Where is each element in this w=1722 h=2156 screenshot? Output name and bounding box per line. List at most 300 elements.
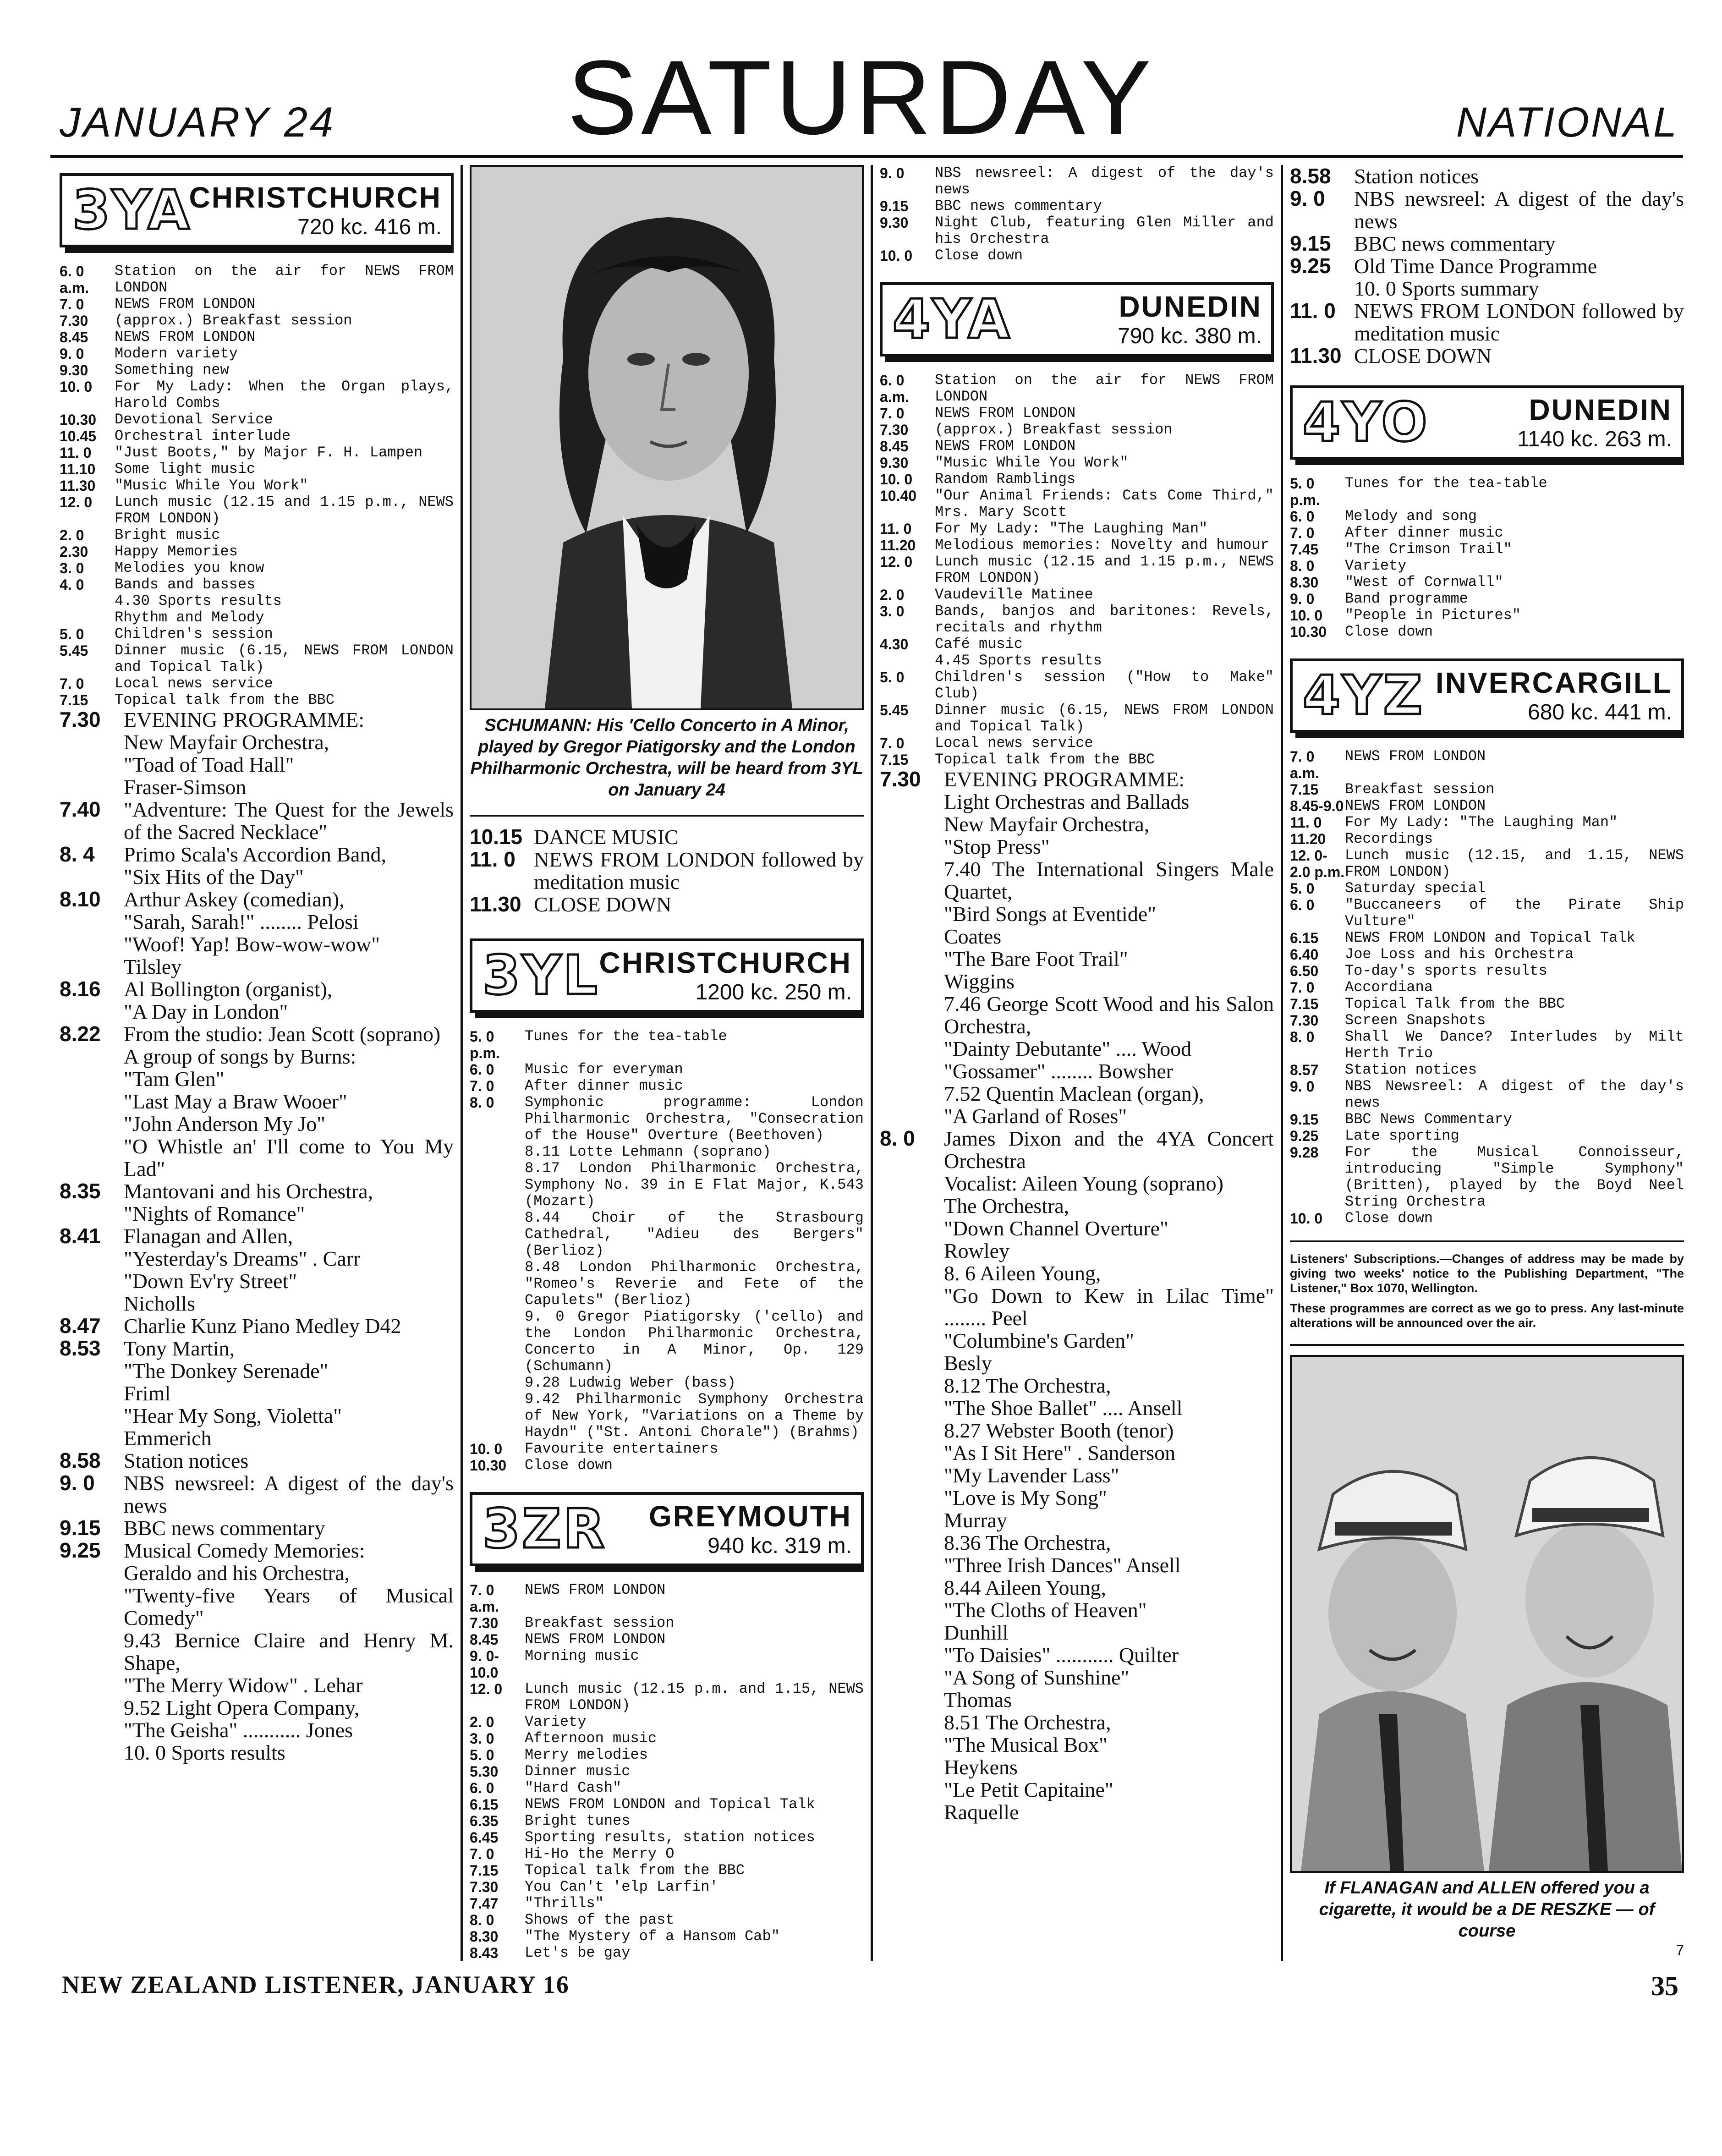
schedule-row (470, 1829, 864, 1846)
schedule-time: 6. 0 a.m. (60, 263, 89, 296)
schedule-item: "Gossamer" ........ Bowsher (944, 1059, 1174, 1083)
column-divider (871, 165, 873, 1961)
schedule-time: 8.30 (1290, 574, 1319, 591)
schedule-item: 9.52 Light Opera Company, (124, 1696, 360, 1719)
schedule-item: (approx.) Breakfast session (935, 421, 1173, 438)
schedule-row (60, 1562, 454, 1584)
schedule-row (880, 1666, 1274, 1689)
programme-correction-notice: These programmes are correct as we go to press. Any last-minute alterations will be announced over the air. (1290, 1301, 1684, 1330)
schedule-row (470, 826, 864, 848)
schedule-item: Orchestral interlude (115, 428, 291, 444)
schedule-time: 9. 0 (1290, 1078, 1315, 1095)
schedule-row (880, 1037, 1274, 1060)
schedule-row (470, 1457, 864, 1474)
schedule-row (1290, 963, 1684, 979)
schedule-row (470, 1780, 864, 1796)
schedule-time: 8.53 (60, 1336, 101, 1360)
schedule-time: 12. 0-2.0 p.m. (1290, 847, 1345, 880)
schedule-time: 8.43 (470, 1945, 499, 1961)
schedule-row (880, 1060, 1274, 1082)
schedule-item: A group of songs by Burns: (124, 1045, 356, 1068)
column-2 (470, 165, 864, 1961)
page-network: NATIONAL (1456, 99, 1678, 146)
station-box-4yo (1290, 385, 1684, 460)
schedule-row (470, 1631, 864, 1648)
schedule-row (1290, 574, 1684, 591)
schedule-row (1290, 814, 1684, 831)
schedule-time: 8.58 (60, 1448, 101, 1472)
section-rule (470, 815, 864, 817)
schedule-time: 6. 0 (470, 1061, 494, 1078)
schedule-row (880, 587, 1274, 603)
schedule-row (60, 1202, 454, 1225)
schedule-item: New Mayfair Orchestra, (944, 812, 1150, 836)
schedule-time: 9.15 (60, 1516, 101, 1540)
schedule-row (60, 675, 454, 692)
schedule-time: 9.30 (60, 362, 88, 379)
schedule-item: Recordings (1345, 830, 1433, 847)
schedule-list-3ya-day (60, 263, 454, 708)
schedule-row (880, 521, 1274, 537)
schedule-list-4ya-late (1290, 165, 1684, 367)
schedule-row (1290, 1144, 1684, 1210)
schedule-item: Accordiana (1345, 979, 1433, 996)
schedule-time: 8.45 (60, 329, 88, 346)
schedule-item: 4.45 Sports results (935, 652, 1102, 669)
section-rule (1290, 1240, 1684, 1242)
schedule-row (880, 1329, 1274, 1352)
schedule-row (880, 790, 1274, 813)
schedule-row (880, 835, 1274, 858)
schedule-row (60, 1225, 454, 1247)
schedule-item: Flanagan and Allen, (124, 1224, 293, 1248)
schedule-item: Dinner music (6.15, NEWS FROM LONDON and Topical Talk) (115, 642, 454, 675)
schedule-row (880, 1217, 1274, 1240)
schedule-item: Vocalist: Aileen Young (soprano) (944, 1172, 1223, 1195)
schedule-item: Some light music (115, 461, 256, 477)
schedule-item: Saturday special (1345, 880, 1486, 897)
schedule-item: Tunes for the tea-table (525, 1028, 727, 1045)
schedule-time: 10.30 (60, 411, 97, 428)
advert-caption: If FLANAGAN and ALLEN offered you a cigarette, it would be a DE RESZKE — of course (1319, 1878, 1655, 1941)
schedule-time: 5. 0 p.m. (1290, 475, 1320, 508)
schedule-item: "Woof! Yap! Bow-wow-wow" (124, 933, 380, 956)
schedule-row (880, 471, 1274, 488)
schedule-item: "Sarah, Sarah!" ........ Pelosi (124, 910, 359, 933)
schedule-time: 7. 0 (470, 1846, 494, 1862)
schedule-item: Station notices (124, 1449, 249, 1472)
schedule-item: NEWS FROM LONDON (525, 1581, 666, 1598)
schedule-item: James Dixon and the 4YA Concert Orchestra (944, 1127, 1274, 1173)
schedule-item: NEWS FROM LONDON followed by meditation music (534, 848, 864, 894)
schedule-item: Topical talk from the BBC (935, 751, 1155, 768)
schedule-item: 8. 6 Aileen Young, (944, 1262, 1101, 1285)
station-frequency: 1140 kc. 263 m. (1517, 427, 1672, 451)
schedule-row (60, 1719, 454, 1741)
schedule-row (470, 1061, 864, 1078)
schedule-item: Coates (944, 925, 1002, 948)
schedule-time: 8.47 (60, 1314, 101, 1338)
column-1 (60, 165, 454, 1961)
schedule-item: "Thrills" (525, 1895, 604, 1912)
header-rule (50, 155, 1683, 158)
schedule-row (1290, 748, 1684, 781)
schedule-time: 5. 0 (470, 1747, 494, 1763)
schedule-item: Geraldo and his Orchestra, (124, 1561, 350, 1585)
schedule-time: 8.45-9.0 (1290, 798, 1344, 814)
schedule-item: Tony Martin, (124, 1337, 235, 1360)
schedule-row (880, 1689, 1274, 1711)
schedule-item: "The Merry Widow" . Lehar (124, 1673, 363, 1697)
schedule-row (60, 444, 454, 461)
schedule-row (60, 626, 454, 642)
schedule-row (1290, 277, 1684, 300)
schedule-item: Station notices (1345, 1061, 1477, 1078)
schedule-item: "Twenty-five Years of Musical Comedy" (124, 1584, 454, 1629)
schedule-row (60, 1584, 454, 1629)
schedule-time: 10. 0 (60, 379, 93, 395)
schedule-item: BBC news commentary (1354, 232, 1556, 255)
schedule-row (880, 1576, 1274, 1599)
schedule-item: 9. 0 Gregor Piatigorsky ('cello) and the London Philharmonic Orchestra, Concerto in A Minor, Op. 129 (Schumann) (525, 1308, 864, 1375)
schedule-time: 7.30 (60, 708, 101, 731)
schedule-row (880, 993, 1274, 1037)
schedule-item: For My Lady: "The Laughing Man" (935, 520, 1208, 537)
schedule-row (60, 1629, 454, 1674)
schedule-time: 2.30 (60, 543, 88, 560)
schedule-time: 8. 0 (470, 1912, 494, 1928)
schedule-time: 6. 0 a.m. (880, 372, 910, 405)
schedule-item: NBS newsreel: A digest of the day's news (1354, 187, 1684, 233)
schedule-time: 9.25 (1290, 1128, 1319, 1144)
schedule-item: Music for everyman (525, 1061, 683, 1078)
schedule-row (60, 1180, 454, 1202)
schedule-item: 8.48 London Philharmonic Orchestra, "Romeo's Reverie and Fete of the Capulets" (Berlioz) (525, 1259, 864, 1309)
schedule-time: 7.30 (880, 422, 909, 438)
schedule-item: "My Lavender Lass" (944, 1464, 1119, 1487)
schedule-item: Station on the air for NEWS FROM LONDON (935, 372, 1274, 405)
schedule-item: Something new (115, 362, 229, 379)
schedule-time: 9. 0 (880, 165, 905, 181)
schedule-row (470, 1928, 864, 1945)
schedule-row (470, 1028, 864, 1061)
schedule-row (880, 735, 1274, 752)
schedule-item: Light Orchestras and Ballads (944, 790, 1190, 813)
schedule-item: Old Time Dance Programme (1354, 254, 1597, 278)
schedule-row (60, 955, 454, 978)
schedule-item: Wiggins (944, 970, 1015, 993)
station-call-sign: 3YL (483, 944, 599, 1007)
schedule-row (880, 1105, 1274, 1127)
schedule-row (60, 576, 454, 593)
schedule-item: Close down (1345, 1210, 1433, 1227)
schedule-time: 10.45 (60, 428, 97, 444)
schedule-row (60, 1135, 454, 1180)
schedule-item: "Yesterday's Dreams" . Carr (124, 1247, 361, 1270)
schedule-time: 11. 0 (1290, 299, 1336, 323)
schedule-row (60, 888, 454, 911)
schedule-row (1290, 781, 1684, 798)
schedule-row (880, 1599, 1274, 1621)
schedule-time: 9. 0-10.0 (470, 1648, 499, 1681)
schedule-item: New Mayfair Orchestra, (124, 730, 329, 754)
schedule-row (470, 1912, 864, 1928)
schedule-item: Tunes for the tea-table (1345, 475, 1547, 492)
schedule-time: 10.40 (880, 488, 917, 504)
schedule-time: 9. 0 (1290, 591, 1315, 607)
station-city: DUNEDIN (1119, 290, 1262, 323)
schedule-item: "Nights of Romance" (124, 1202, 305, 1225)
schedule-row (60, 411, 454, 428)
schedule-item: 4.30 Sports results (115, 592, 282, 609)
schedule-item: Favourite entertainers (525, 1440, 718, 1457)
schedule-item: Friml (124, 1382, 171, 1405)
schedule-time: 7. 0 a.m. (1290, 748, 1320, 781)
station-call-sign: 3ZR (483, 1497, 607, 1560)
schedule-item: NEWS FROM LONDON (935, 438, 1076, 455)
schedule-item: "Music While You Work" (935, 454, 1129, 471)
schedule-item: NEWS FROM LONDON (1345, 797, 1486, 814)
station-city: CHRISTCHURCH (599, 946, 852, 979)
column-divider (461, 165, 463, 1961)
schedule-item: "The Mystery of a Hansom Cab" (525, 1928, 780, 1945)
schedule-time: 9.30 (880, 455, 909, 471)
schedule-item: "Go Down to Kew in Lilac Time" ........ Peel (944, 1284, 1274, 1330)
schedule-time: 5. 0 p.m. (470, 1028, 500, 1061)
schedule-row (1290, 475, 1684, 508)
flanagan-allen-advert-photo (1290, 1355, 1684, 1873)
schedule-list-4ya-evening (880, 768, 1274, 1823)
schedule-row (60, 1113, 454, 1135)
schedule-item: Afternoon music (525, 1730, 657, 1747)
schedule-item: NBS newsreel: A digest of the day's news (935, 165, 1274, 198)
schedule-row (60, 346, 454, 362)
schedule-row (470, 1160, 864, 1210)
schedule-row (1290, 607, 1684, 624)
schedule-row (60, 843, 454, 866)
schedule-row (60, 329, 454, 346)
schedule-item: 9.43 Bernice Claire and Henry M. Shape, (124, 1629, 454, 1674)
schedule-row (60, 1382, 454, 1404)
schedule-item: Bright tunes (525, 1812, 631, 1829)
schedule-item: "Just Boots," by Major F. H. Lampen (115, 444, 423, 461)
schedule-row (1290, 1012, 1684, 1029)
schedule-row (880, 1756, 1274, 1778)
schedule-row (1290, 880, 1684, 897)
schedule-item: Devotional Service (115, 411, 273, 428)
schedule-row (880, 813, 1274, 835)
schedule-item: Symphonic programme: London Philharmonic Orchestra, "Consecration of the House" Overture (Beethoven) (525, 1094, 864, 1144)
schedule-row (1290, 1210, 1684, 1227)
schedule-row (470, 1813, 864, 1829)
schedule-row (470, 1094, 864, 1144)
station-box-3zr (470, 1492, 864, 1566)
schedule-time: 8.10 (60, 887, 101, 911)
schedule-item: Musical Comedy Memories: (124, 1539, 365, 1562)
schedule-row (60, 1023, 454, 1045)
schedule-item: "Our Animal Friends: Cats Come Third," Mrs. Mary Scott (935, 487, 1274, 521)
section-rule (1290, 1344, 1684, 1346)
schedule-row (880, 1644, 1274, 1666)
station-call-sign: 3YA (72, 178, 192, 241)
schedule-time: 8.35 (60, 1179, 101, 1203)
schedule-item: "Love is My Song" (944, 1486, 1107, 1509)
schedule-time: 8.45 (880, 438, 909, 455)
column-divider (1281, 165, 1283, 1961)
schedule-item: For the Musical Connoisseur, introducing "Simple Symphony" (Britten), played by the Boyd Neel String Orchestra (1345, 1144, 1684, 1210)
schedule-time: 7. 0 (880, 405, 905, 422)
schedule-row (880, 1195, 1274, 1217)
schedule-row (880, 1442, 1274, 1464)
schedule-time: 6.15 (470, 1796, 499, 1813)
schedule-row (1290, 591, 1684, 607)
schedule-item: 8.36 The Orchestra, (944, 1531, 1111, 1554)
schedule-item: Lunch music (12.15 p.m. and 1.15, NEWS FROM LONDON) (525, 1680, 864, 1714)
schedule-item: NEWS FROM LONDON (525, 1631, 666, 1648)
schedule-item: To-day's sports results (1345, 962, 1547, 979)
schedule-time: 7. 0 (880, 735, 905, 752)
schedule-time: 11.30 (470, 892, 521, 916)
schedule-row (1290, 558, 1684, 574)
schedule-item: Shows of the past (525, 1911, 675, 1928)
schedule-row (880, 214, 1274, 247)
schedule-item: Dunhill (944, 1621, 1009, 1644)
schedule-item: "Hard Cash" (525, 1779, 622, 1796)
schedule-time: 8. 0 (1290, 558, 1315, 574)
schedule-time: 9.15 (1290, 231, 1331, 255)
schedule-time: 9.30 (880, 214, 909, 231)
schumann-portrait (470, 165, 864, 710)
schedule-row (60, 1270, 454, 1292)
schedule-item: "Hear My Song, Violetta" (124, 1404, 342, 1427)
schedule-row (60, 1449, 454, 1472)
schedule-row (470, 1862, 864, 1879)
schedule-time: 8.30 (470, 1928, 499, 1945)
schedule-item: "Six Hits of the Day" (124, 865, 304, 889)
schedule-row (880, 1397, 1274, 1419)
schedule-time: 7. 0 (60, 675, 84, 692)
schedule-time: 5.30 (470, 1763, 499, 1780)
schedule-row (880, 1284, 1274, 1329)
schedule-item: BBC news commentary (935, 197, 1102, 214)
schedule-row (470, 1144, 864, 1160)
schedule-item: Hi-Ho the Merry O (525, 1845, 675, 1862)
schedule-time: 7.40 (60, 797, 101, 821)
schedule-row (60, 477, 454, 494)
schedule-item: "The Crimson Trail" (1345, 541, 1512, 558)
schedule-time: 7.30 (470, 1879, 499, 1895)
schedule-item: Children's session ("How to Make" Club) (935, 669, 1274, 702)
schedule-row (470, 1375, 864, 1391)
schedule-item: Close down (525, 1457, 613, 1474)
schedule-item: "People in Pictures" (1345, 607, 1521, 624)
schedule-row (60, 1337, 454, 1360)
schedule-item: "The Cloths of Heaven" (944, 1598, 1147, 1622)
schedule-item: 7.52 Quentin Maclean (organ), (944, 1082, 1204, 1105)
schedule-item: 7.40 The International Singers Male Quartet, (944, 857, 1274, 903)
schedule-row (880, 1554, 1274, 1576)
schedule-item: "Buccaneers of the Pirate Ship Vulture" (1345, 896, 1684, 930)
schedule-item: "A Garland of Roses" (944, 1104, 1127, 1128)
schedule-item: 8.44 Choir of the Strasbourg Cathedral, "Adieu des Bergers" (Berlioz) (525, 1209, 864, 1259)
schedule-item: After dinner music (1345, 524, 1503, 541)
schedule-row (470, 1895, 864, 1912)
schedule-row (60, 866, 454, 888)
schedule-row (880, 488, 1274, 521)
schedule-item: EVENING PROGRAMME: (124, 708, 365, 731)
schedule-item: 8.51 The Orchestra, (944, 1711, 1111, 1734)
schedule-item: Night Club, featuring Glen Miller and his Orchestra (935, 214, 1274, 247)
schedule-row (60, 731, 454, 753)
schedule-time: 10. 0 (880, 471, 913, 488)
schedule-row (470, 1648, 864, 1681)
schedule-row (880, 1487, 1274, 1509)
schedule-time: 6. 0 (1290, 508, 1315, 525)
station-city: GREYMOUTH (649, 1500, 852, 1533)
subscriptions-notice: Listeners' Subscriptions.—Changes of address may be made by giving two weeks' notice to the Publishing Department, "The Listener," Box 1070, Wellington. (1290, 1252, 1684, 1295)
schedule-row (60, 527, 454, 543)
schedule-row (880, 537, 1274, 554)
schedule-row (60, 642, 454, 675)
schedule-item: NEWS FROM LONDON and Topical Talk (1345, 929, 1635, 946)
schedule-item: Melody and song (1345, 508, 1477, 525)
schedule-item: Random Ramblings (935, 471, 1076, 488)
schedule-time: 10. 0 (470, 1441, 503, 1457)
schedule-row (60, 263, 454, 296)
schedule-item: Fraser-Simson (124, 775, 247, 799)
schedule-row (1290, 165, 1684, 187)
schedule-item: You Can't 'elp Larfin' (525, 1878, 718, 1895)
schedule-item: Rhythm and Melody (115, 609, 264, 626)
schedule-item: Modern variety (115, 345, 238, 362)
schedule-time: 8. 0 (470, 1094, 494, 1111)
schedule-item: "The Donkey Serenade" (124, 1359, 329, 1382)
schedule-row (880, 1734, 1274, 1756)
schedule-item: "Toad of Toad Hall" (124, 753, 294, 776)
schedule-time: 3. 0 (880, 603, 905, 620)
schedule-list-4ya-day (880, 372, 1274, 768)
schedule-row (1290, 831, 1684, 847)
schedule-row (880, 422, 1274, 438)
schedule-row (1290, 255, 1684, 277)
schedule-time: 9.25 (60, 1538, 101, 1562)
schedule-row (880, 165, 1274, 198)
schedule-row (880, 1531, 1274, 1554)
schedule-row (60, 1000, 454, 1023)
schedule-item: "O Whistle an' I'll come to You My Lad" (124, 1135, 454, 1180)
schedule-item: 10. 0 Sports summary (1354, 277, 1539, 300)
schedule-time: 2. 0 (470, 1714, 494, 1730)
schedule-time: 5.45 (60, 642, 88, 659)
schedule-item: "As I Sit Here" . Sanderson (944, 1441, 1176, 1465)
schedule-time: 6. 0 (1290, 897, 1315, 913)
schedule-row (880, 1801, 1274, 1823)
schedule-item: CLOSE DOWN (534, 893, 672, 916)
schedule-item: "The Bare Foot Trail" (944, 947, 1128, 971)
schedule-row (60, 1741, 454, 1764)
schedule-time: 11.30 (60, 477, 96, 494)
schedule-time: 4. 0 (60, 576, 84, 593)
schedule-item: Topical talk from the BBC (115, 691, 335, 708)
schedule-list-3ya-late (470, 826, 864, 916)
schedule-time: 10.30 (1290, 624, 1327, 640)
schedule-item: BBC news commentary (124, 1516, 325, 1540)
station-frequency: 1200 kc. 250 m. (695, 980, 852, 1004)
schedule-item: (approx.) Breakfast session (115, 312, 352, 329)
schedule-time: 7.30 (60, 313, 88, 329)
schedule-item: 8.11 Lotte Lehmann (soprano) (525, 1143, 771, 1160)
schedule-item: Raquelle (944, 1800, 1019, 1824)
